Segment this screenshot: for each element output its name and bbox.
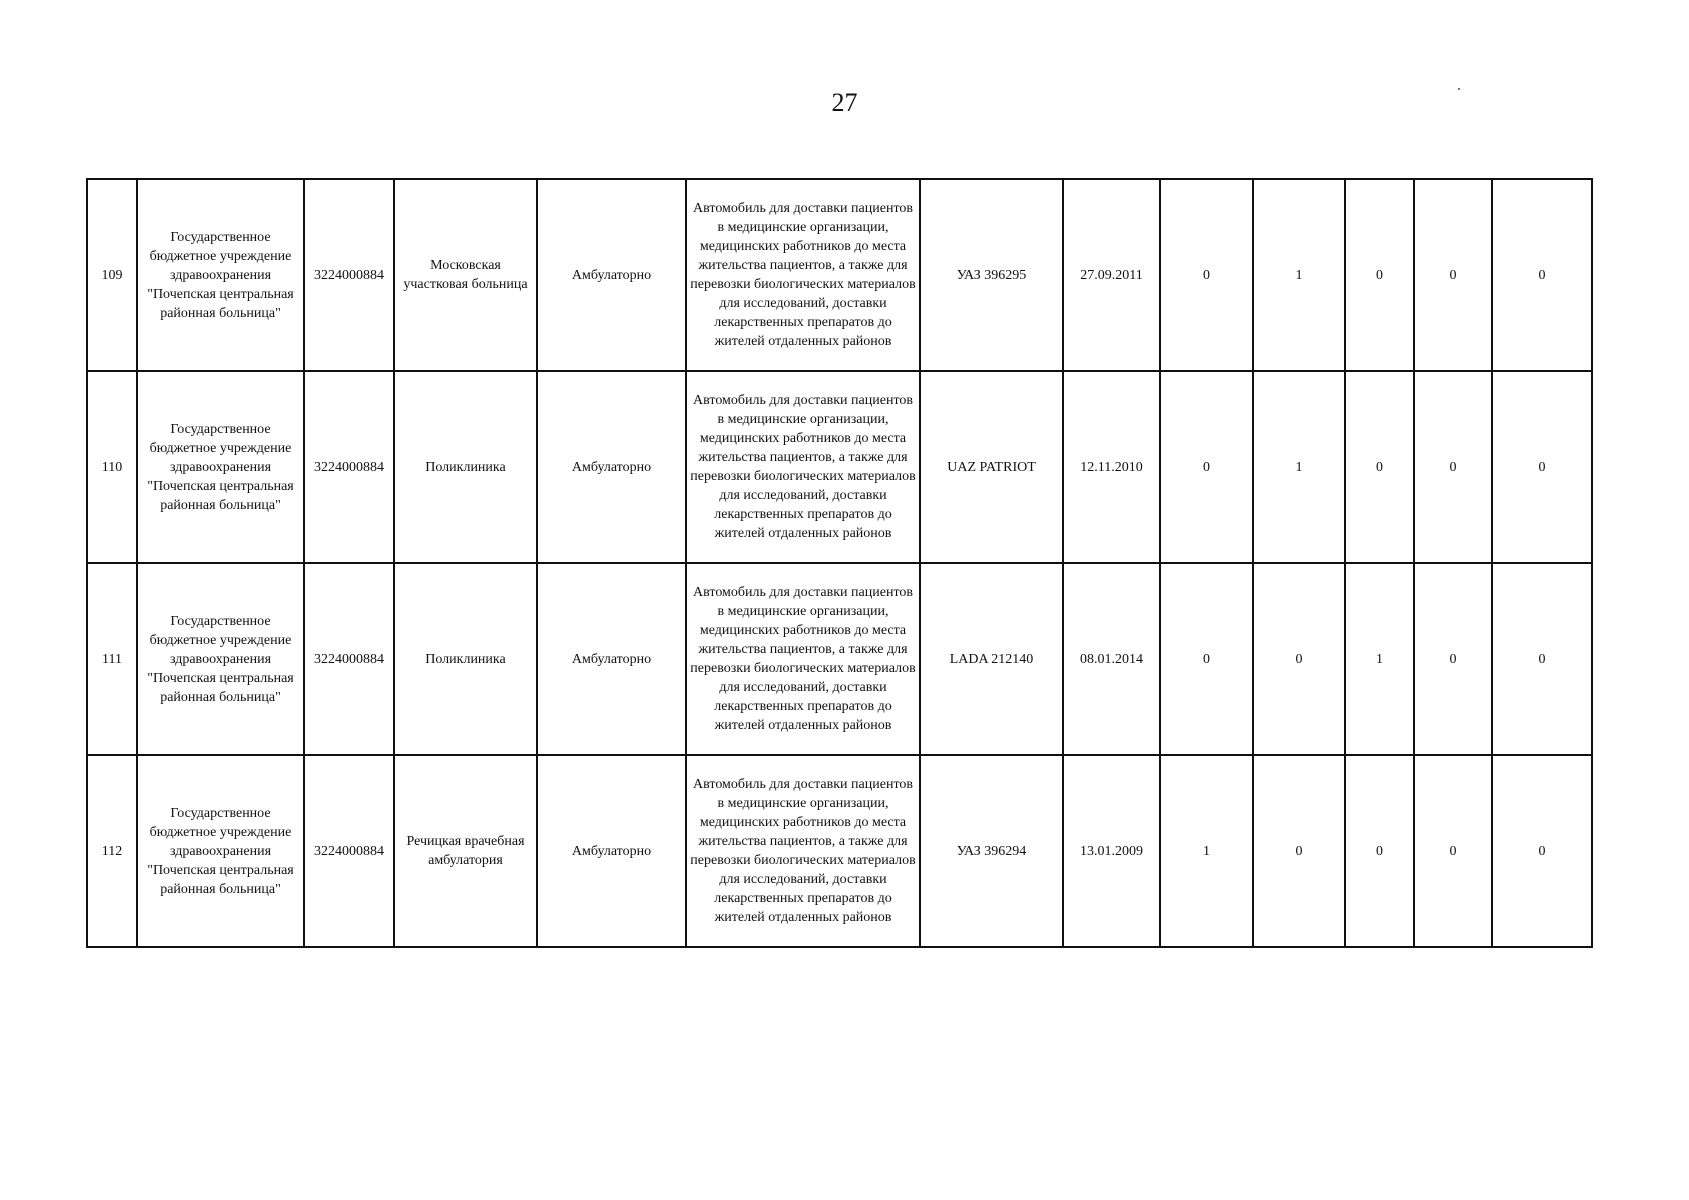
- inn-code: 3224000884: [304, 371, 394, 563]
- count-col-3: 0: [1345, 179, 1414, 371]
- vehicle-purpose: Автомобиль для доставки пациентов в медицинские организации, медицинских работников до места жительства пациентов, а также для перевозки биологических материалов для исследований, доставки лекарственных препаратов до жителей отдаленных районов: [686, 179, 920, 371]
- page-number: 27: [831, 88, 858, 117]
- vehicle-model: UAZ PATRIOT: [920, 371, 1063, 563]
- count-col-1: 0: [1160, 371, 1253, 563]
- table-row: [87, 755, 1592, 947]
- scan-speck: [1458, 88, 1460, 90]
- vehicle-purpose: Автомобиль для доставки пациентов в медицинские организации, медицинских работников до места жительства пациентов, а также для перевозки биологических материалов для исследований, доставки лекарственных препаратов до жителей отдаленных районов: [686, 755, 920, 947]
- count-col-4: 0: [1414, 179, 1492, 371]
- table-row: [87, 563, 1592, 755]
- vehicle-model: УАЗ 396294: [920, 755, 1063, 947]
- count-col-2: 0: [1253, 563, 1345, 755]
- care-type: Амбулаторно: [537, 563, 686, 755]
- count-col-5: 0: [1492, 563, 1592, 755]
- row-number: 111: [87, 563, 137, 755]
- row-number: 109: [87, 179, 137, 371]
- count-col-2: 0: [1253, 755, 1345, 947]
- registration-date: 08.01.2014: [1063, 563, 1160, 755]
- registration-date: 27.09.2011: [1063, 179, 1160, 371]
- care-type: Амбулаторно: [537, 179, 686, 371]
- count-col-1: 0: [1160, 563, 1253, 755]
- vehicle-model: УАЗ 396295: [920, 179, 1063, 371]
- count-col-5: 0: [1492, 179, 1592, 371]
- count-col-1: 1: [1160, 755, 1253, 947]
- organization-name: Государственное бюджетное учреждение здравоохранения "Почепская центральная районная больница": [137, 371, 304, 563]
- count-col-4: 0: [1414, 563, 1492, 755]
- count-col-1: 0: [1160, 179, 1253, 371]
- care-type: Амбулаторно: [537, 371, 686, 563]
- subdivision-name: Речицкая врачебная амбулатория: [394, 755, 537, 947]
- count-col-3: 1: [1345, 563, 1414, 755]
- table-body: [87, 179, 1592, 947]
- count-col-4: 0: [1414, 371, 1492, 563]
- table-row: [87, 371, 1592, 563]
- count-col-4: 0: [1414, 755, 1492, 947]
- row-number: 112: [87, 755, 137, 947]
- organization-name: Государственное бюджетное учреждение здравоохранения "Почепская центральная районная больница": [137, 179, 304, 371]
- vehicle-purpose: Автомобиль для доставки пациентов в медицинские организации, медицинских работников до места жительства пациентов, а также для перевозки биологических материалов для исследований, доставки лекарственных препаратов до жителей отдаленных районов: [686, 371, 920, 563]
- inn-code: 3224000884: [304, 755, 394, 947]
- count-col-5: 0: [1492, 371, 1592, 563]
- registration-date: 13.01.2009: [1063, 755, 1160, 947]
- count-col-5: 0: [1492, 755, 1592, 947]
- count-col-2: 1: [1253, 179, 1345, 371]
- inn-code: 3224000884: [304, 179, 394, 371]
- organization-name: Государственное бюджетное учреждение здравоохранения "Почепская центральная районная больница": [137, 755, 304, 947]
- count-col-3: 0: [1345, 755, 1414, 947]
- vehicle-table: [86, 178, 1593, 948]
- count-col-3: 0: [1345, 371, 1414, 563]
- care-type: Амбулаторно: [537, 755, 686, 947]
- vehicle-purpose: Автомобиль для доставки пациентов в медицинские организации, медицинских работников до места жительства пациентов, а также для перевозки биологических материалов для исследований, доставки лекарственных препаратов до жителей отдаленных районов: [686, 563, 920, 755]
- row-number: 110: [87, 371, 137, 563]
- subdivision-name: Поликлиника: [394, 563, 537, 755]
- table-row: [87, 179, 1592, 371]
- registration-date: 12.11.2010: [1063, 371, 1160, 563]
- inn-code: 3224000884: [304, 563, 394, 755]
- subdivision-name: Московская участковая больница: [394, 179, 537, 371]
- organization-name: Государственное бюджетное учреждение здравоохранения "Почепская центральная районная больница": [137, 563, 304, 755]
- subdivision-name: Поликлиника: [394, 371, 537, 563]
- vehicle-model: LADA 212140: [920, 563, 1063, 755]
- count-col-2: 1: [1253, 371, 1345, 563]
